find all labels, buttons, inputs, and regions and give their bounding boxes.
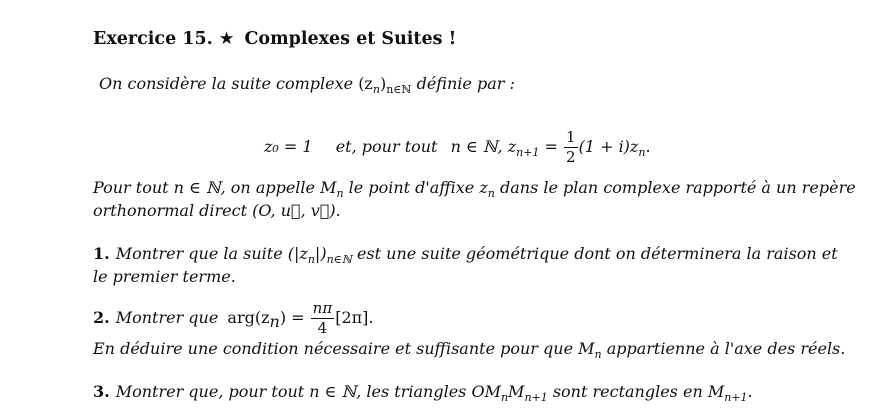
fraction-n-pi-over-4: $\frac{n\pi}{4}$: [312, 299, 333, 337]
exercise-heading: Complexes et Suites !: [244, 29, 457, 49]
recurrence-formula: z₀ = 1 et, pour tout n ∈ ℕ, $z_{n+1}$ = $\frac{1}{2}$ $(1 + i)z_n$.: [264, 128, 651, 166]
intro-line: On considère la suite complexe $(z_n)_{n\in ℕ}$ définie par :: [99, 74, 515, 97]
question-1-line-2: le premier terme.: [93, 267, 236, 286]
exercise-number: Exercice 15.: [93, 29, 213, 49]
question-3-line-1: 3. Montrer que, pour tout n ∈ ℕ, les triangles $OM_nM_{n+1}$ sont rectangles en $M_{n+1}$.: [93, 382, 753, 405]
paragraph-line-2: orthonormal direct (O, u⃗, v⃗).: [93, 201, 341, 220]
fraction-one-half: $\frac{1}{2}$: [566, 128, 576, 166]
question-2-line-1: 2. Montrer que $arg(z_n)$ = $\frac{n\pi}{4}$ [2π].: [93, 299, 374, 337]
paragraph-line-1: Pour tout n ∈ ℕ, on appelle $M_n$ le point d'affixe $z_n$ dans le plan complexe rapporté à un repère: [93, 178, 856, 201]
star-icon: ★: [218, 29, 235, 49]
question-1-line-1: 1. Montrer que la suite $(|z_n|)_{n\in ℕ}$ est une suite géométrique dont on déterminera la raison et: [93, 244, 838, 267]
question-2-line-2: En déduire une condition nécessaire et suffisante pour que $M_n$ appartienne à l'axe des réels.: [93, 339, 846, 362]
exercise-title: [93, 29, 456, 49]
